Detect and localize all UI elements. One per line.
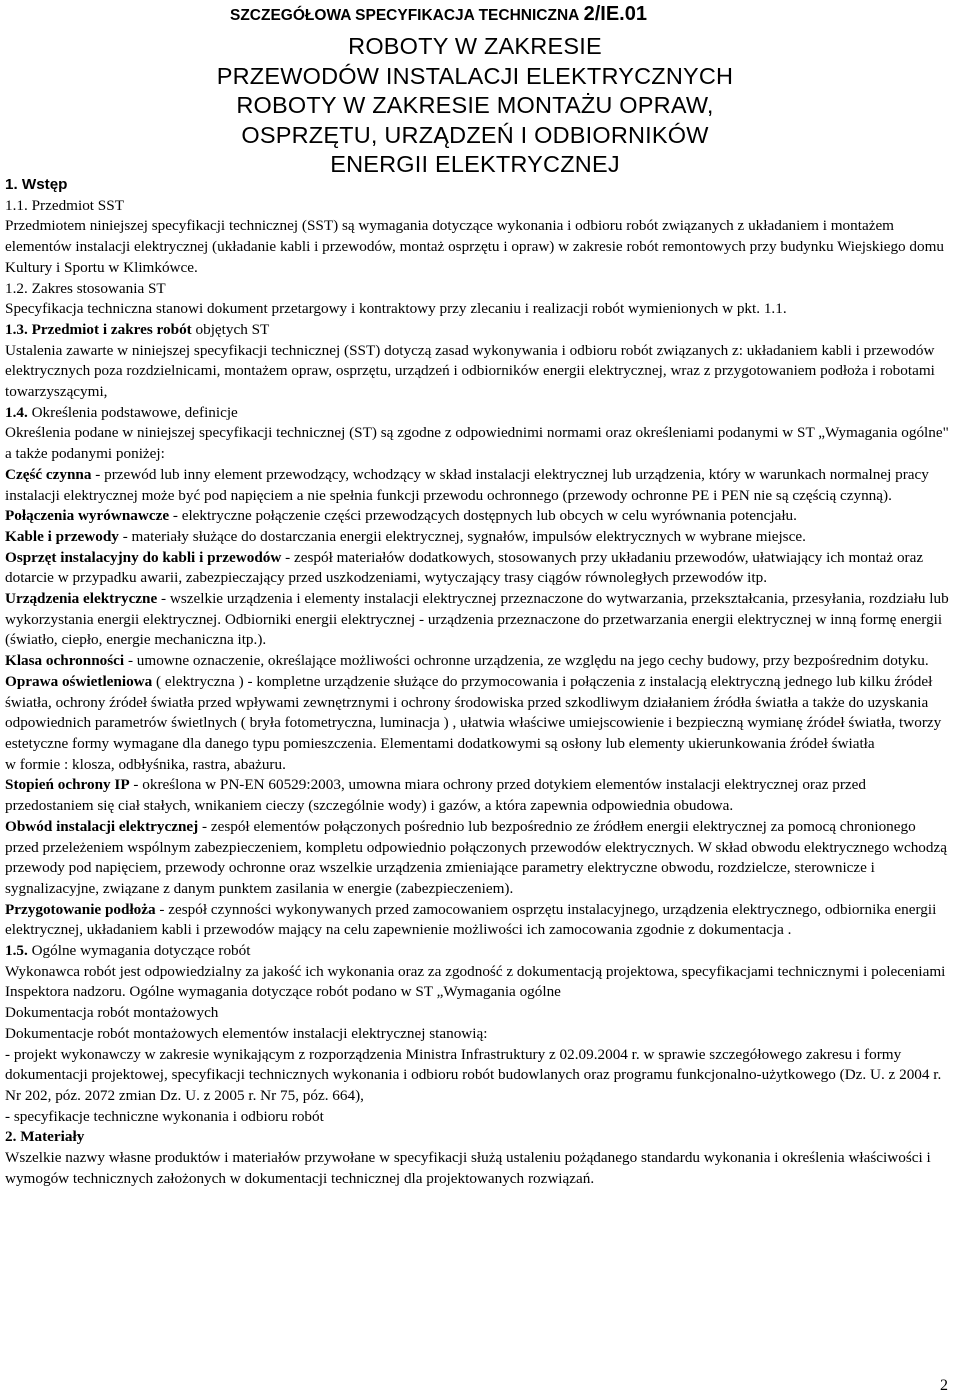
definition-item xyxy=(5,589,953,651)
paragraph: Przedmiotem niniejszej specyfikacji technicznej (SST) są wymagania dotyczące wykonania i odbioru robót związanych z układaniem i montażem elementów instalacji elektrycznej (układanie kabli i przewodów, montaż osprzętu i opraw) w zakresie robót remontowych przy budynku Wiejskiego domu Kultury i Sportu w Klimkówce. xyxy=(5,217,945,276)
definition-text: w formie : klosza, odbłyśnika, rastra, abażuru. xyxy=(5,755,286,773)
definition-text: ( elektryczna ) - kompletne urządzenie służące do przymocowania i połączenia z instalacją elektryczną jednego lub kilku źródeł światła, ochrony źródeł światła przed wpływami zewnętrznymi i ochrony środowiska przed szkodliwym działaniem źródła światła a także do uzyskania odpowiednich parametrów świetlnych ( bryła fotometryczna, luminacja ) , ułatwia właściwe umiejscowienie i bezpieczną wymianę źródeł światła, tworzy estetyczne formy wymagane dla danego typu pomieszczenia. Elementami dodatkowymi są osłony lub elementy ukierunkowania źródeł światła xyxy=(5,672,942,752)
title-line: ROBOTY W ZAKRESIE MONTAŻU OPRAW, xyxy=(236,92,714,118)
definition-text: - umowne oznaczenie, określające możliwości ochronne urządzenia, ze względu na jego cechy budowy, przy bezpośrednim dotyku. xyxy=(124,652,929,670)
section-title-bold: Przedmiot i zakres robót xyxy=(31,320,192,338)
section-title-bold: 2. Materiały xyxy=(5,1128,85,1146)
section-heading xyxy=(5,1127,953,1148)
definition-text: - przewód lub inny element przewodzący, wchodzący w skład instalacji elektrycznej lub urządzenia, który w warunkach normalnej pracy instalacji elektrycznej może być pod napięciem a nie spełnia funkcji przewodu ochronnego (przewody ochronne PE i PEN nie są częścią czynną). xyxy=(5,465,929,504)
page-number: 2 xyxy=(940,1377,948,1394)
title-line: OSPRZĘTU, URZĄDZEŃ I ODBIORNIKÓW xyxy=(241,121,709,148)
section-heading xyxy=(5,196,953,217)
title-line: ENERGII ELEKTRYCZNEJ xyxy=(330,151,620,177)
definition-text: - zespół czynności wykonywanych przed zamocowaniem osprzętu instalacyjnego, urządzenia elektrycznego, odbiornika energii elektrycznej, układaniem kabli i przewodów mający na celu zapewnienie możliwości ich zamocowania zgodnie z dokumentacja . xyxy=(5,900,937,939)
definitions-list xyxy=(5,465,953,941)
spec-code: 2/IE.01 xyxy=(583,3,647,25)
definition-term: Kable i przewody xyxy=(5,527,119,545)
section-heading xyxy=(5,403,953,424)
definition-term: Połączenia wyrównawcze xyxy=(5,507,170,525)
section-heading xyxy=(5,941,953,962)
document-body xyxy=(5,175,953,1189)
definition-term: Część czynna xyxy=(5,465,92,483)
definition-item xyxy=(5,755,953,776)
title-line: ROBOTY W ZAKRESIE xyxy=(348,33,602,59)
definition-term: Stopień ochrony IP xyxy=(5,776,130,794)
definition-item xyxy=(5,900,953,941)
definition-item xyxy=(5,672,953,755)
definition-term: Osprzęt instalacyjny do kabli i przewodów xyxy=(5,548,282,566)
paragraph: Specyfikacja techniczna stanowi dokument przetargowy i kontraktowy przy zlecaniu i realizacji robót wymienionych w pkt. 1.1. xyxy=(5,300,787,318)
definition-item xyxy=(5,548,953,589)
definition-term: Urządzenia elektryczne xyxy=(5,590,158,608)
definition-text: - elektryczne połączenie części przewodzących dostępnych lub obcych w celu wyrównania potencjału. xyxy=(169,507,797,525)
spec-label: SZCZEGÓŁOWA SPECYFIKACJA TECHNICZNA xyxy=(230,7,580,24)
title-line: PRZEWODÓW INSTALACJI ELEKTRYCZNYCH xyxy=(216,62,734,89)
definition-text: - wszelkie urządzenia i elementy instalacji elektrycznej przeznaczone do wytwarzania, przekształcania, przesyłania, rozdziału lub wykorzystania energii elektrycznej. Odbiorniki energii elektrycznej - urządzenia przeznaczone do przetwarzania energii elektrycznej w inną formę energii (światło, ciepło, energie mechaniczna itp.). xyxy=(5,590,949,649)
spec-header xyxy=(230,4,950,27)
definition-text: - określona w PN-EN 60529:2003, umowna miara ochrony przed dotykiem elementów instalacji elektrycznej oraz przed przedostaniem się ciał stałych, wnikaniem cieczy (szczególnie wody) i gazów, a która zapewnia odpowiednia obudowa. xyxy=(5,776,866,815)
paragraph: Wykonawca robót jest odpowiedzialny za jakość ich wykonania oraz za zgodność z dokumentacją projektowa, specyfikacjami technicznymi i poleceniami Inspektora nadzoru. Ogólne wymagania dotyczące robót podano w ST „Wymagania ogólne xyxy=(5,962,946,1001)
definition-item xyxy=(5,817,953,900)
definition-item xyxy=(5,651,953,672)
definition-item xyxy=(5,527,953,548)
definition-term: Klasa ochronności xyxy=(5,652,125,670)
list-item: - specyfikacje techniczne wykonania i odbioru robót xyxy=(5,1107,324,1125)
definition-item xyxy=(5,506,953,527)
paragraph: Wszelkie nazwy własne produktów i materiałów przywołane w specyfikacji służą ustaleniu pożądanego standardu wykonania i określenia właściwości i wymogów technicznych założonych w dokumentacji technicznej dla projektowanych rozwiązań. xyxy=(5,1149,931,1187)
section-title-rest: Ogólne wymagania dotyczące robót xyxy=(31,942,251,960)
section-title-rest: Określenia podstawowe, definicje xyxy=(31,403,238,421)
definition-item xyxy=(5,465,953,506)
section-heading: 1. Wstęp xyxy=(5,176,68,193)
section-title-rest: objętych ST xyxy=(195,320,270,338)
definition-term: Obwód instalacji elektrycznej xyxy=(5,817,199,835)
section-heading: 1.2. Zakres stosowania ST xyxy=(5,279,166,297)
paragraph: Dokumentacja robót montażowych xyxy=(5,1004,219,1022)
list-item: - projekt wykonawczy w zakresie wynikającym z rozporządzenia Ministra Infrastruktury z 02.09.2004 r. w sprawie szczegółowego zakresu i formy dokumentacji projektowej, specyfikacji technicznych wykonania i odbioru robót budowlanych oraz programu funkcjonalno-użytkowego (Dz. U. z 2004 r. Nr 202, póz. 2072 zmian Dz. U. z 2005 r. Nr 75, póz. 664), xyxy=(5,1045,942,1104)
definition-text: - zespół elementów połączonych pośrednio lub bezpośrednio ze źródłem energii elektrycznej za pomocą chronionego przed przeleżeniem wspólnym zabezpieczeniem, kompletu odpowiednio połączonych przewodów elektrycznych. W skład obwodu elektrycznego wchodzą przewody pod napięciem, przewody ochronne oraz wszelkie urządzenia zmieniające parametry elektryczne obwodu, rozdzielcze, sterownicze i sygnalizacyjne, związane z danym punktem zasilania w energie (zabezpieczeniem). xyxy=(5,817,947,897)
paragraph: Ustalenia zawarte w niniejszej specyfikacji technicznej (SST) dotyczą zasad wykonywania i odbioru robót związanych z: układaniem kabli i przewodów elektrycznych poza rozdzielnicami, montażem opraw, osprzętu, urządzeń i odbiorników energii elektrycznej, wraz z przygotowaniem podłoża i robotami towarzyszącymi, xyxy=(5,341,935,401)
definition-term: Oprawa oświetleniowa xyxy=(5,672,153,690)
definition-text: - zespół materiałów dodatkowych, stosowanych przy układaniu przewodów, ułatwiający ich montaż oraz dotarcie w przypadku awarii, zabezpieczający przed uszkodzeniami, wytyczający trasy ciągów równoległych przewodów itp. xyxy=(5,548,924,587)
paragraph: Określenia podane w niniejszej specyfikacji technicznej (ST) są zgodne z odpowiednimi normami oraz określeniami podanymi w ST „Wymagania ogólne" a także podanymi poniżej: xyxy=(5,424,949,463)
document-title xyxy=(105,32,845,180)
section-number: 1.4. xyxy=(5,403,28,421)
subsection-title: 1.1. Przedmiot SST xyxy=(5,196,124,214)
definition-text: - materiały służące do dostarczania energii elektrycznej, sygnałów, impulsów elektrycznych w wybrane miejsce. xyxy=(118,527,806,545)
paragraph: Dokumentacje robót montażowych elementów instalacji elektrycznej stanowią: xyxy=(5,1024,488,1042)
section-number: 1.5. xyxy=(5,942,28,960)
definition-term: Przygotowanie podłoża xyxy=(5,900,156,918)
section-heading xyxy=(5,320,953,341)
definition-item xyxy=(5,775,953,816)
section-number: 1.3. xyxy=(5,320,28,338)
